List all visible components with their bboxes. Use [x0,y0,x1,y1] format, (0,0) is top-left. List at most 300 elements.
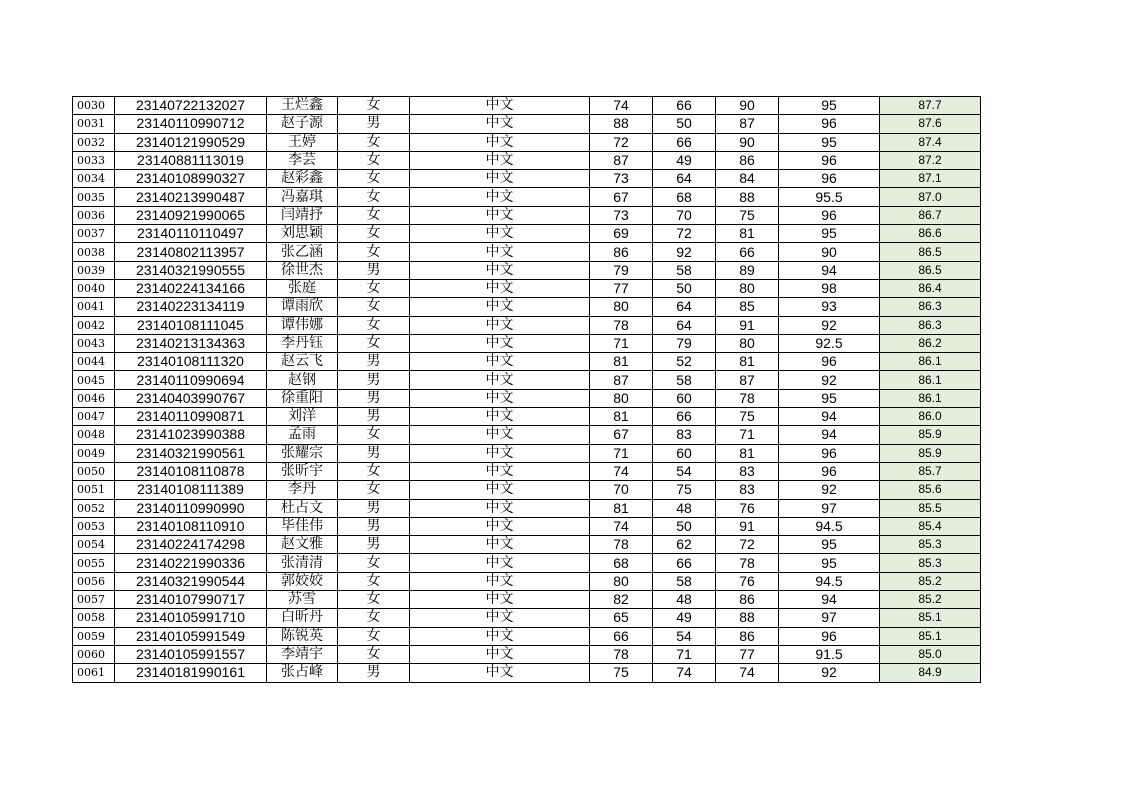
table-row [73,188,981,206]
score-2-cell: 58 [653,371,716,389]
language-cell: 中文 [410,554,590,572]
exam-id-cell: 23140110990712 [115,115,267,133]
total-score-cell: 85.4 [880,517,981,535]
exam-id-cell: 23140881113019 [115,151,267,169]
score-1-cell: 78 [590,645,653,663]
name-cell: 李丹钰 [267,334,338,352]
score-2-cell: 54 [653,462,716,480]
seq-cell: 0047 [73,408,115,426]
score-4-cell: 92 [779,371,880,389]
score-2-cell: 48 [653,499,716,517]
name-cell: 李靖宇 [267,645,338,663]
score-3-cell: 86 [716,151,779,169]
name-cell: 谭雨欣 [267,298,338,316]
score-4-cell: 95 [779,554,880,572]
score-4-cell: 96 [779,115,880,133]
score-2-cell: 50 [653,517,716,535]
score-2-cell: 64 [653,170,716,188]
total-score-cell: 86.7 [880,206,981,224]
name-cell: 赵文雅 [267,536,338,554]
score-1-cell: 67 [590,188,653,206]
gender-cell: 女 [338,645,410,663]
score-1-cell: 78 [590,536,653,554]
seq-cell: 0061 [73,664,115,682]
table-row [73,225,981,243]
name-cell: 白昕丹 [267,609,338,627]
score-1-cell: 72 [590,133,653,151]
exam-id-cell: 23140223134119 [115,298,267,316]
total-score-cell: 85.9 [880,444,981,462]
total-score-cell: 86.4 [880,279,981,297]
score-2-cell: 58 [653,572,716,590]
exam-id-cell: 23140802113957 [115,243,267,261]
score-1-cell: 79 [590,261,653,279]
gender-cell: 女 [338,316,410,334]
language-cell: 中文 [410,426,590,444]
seq-cell: 0048 [73,426,115,444]
seq-cell: 0032 [73,133,115,151]
score-2-cell: 66 [653,554,716,572]
language-cell: 中文 [410,481,590,499]
score-3-cell: 84 [716,170,779,188]
name-cell: 闫靖抒 [267,206,338,224]
table-row [73,408,981,426]
score-2-cell: 70 [653,206,716,224]
total-score-cell: 86.2 [880,334,981,352]
seq-cell: 0040 [73,279,115,297]
name-cell: 苏雪 [267,591,338,609]
seq-cell: 0060 [73,645,115,663]
total-score-cell: 85.2 [880,591,981,609]
exam-id-cell: 23140108110878 [115,462,267,480]
exam-id-cell: 23141023990388 [115,426,267,444]
score-1-cell: 74 [590,517,653,535]
score-1-cell: 65 [590,609,653,627]
seq-cell: 0046 [73,389,115,407]
score-3-cell: 76 [716,572,779,590]
seq-cell: 0059 [73,627,115,645]
score-3-cell: 66 [716,243,779,261]
seq-cell: 0031 [73,115,115,133]
score-1-cell: 73 [590,170,653,188]
total-score-cell: 86.5 [880,261,981,279]
score-2-cell: 72 [653,225,716,243]
score-4-cell: 93 [779,298,880,316]
total-score-cell: 85.7 [880,462,981,480]
score-4-cell: 95 [779,225,880,243]
seq-cell: 0052 [73,499,115,517]
total-score-cell: 85.1 [880,609,981,627]
gender-cell: 女 [338,609,410,627]
score-3-cell: 75 [716,206,779,224]
exam-id-cell: 23140105991557 [115,645,267,663]
exam-id-cell: 23140213134363 [115,334,267,352]
language-cell: 中文 [410,371,590,389]
score-3-cell: 81 [716,225,779,243]
name-cell: 张昕宇 [267,462,338,480]
table-row [73,664,981,682]
score-2-cell: 83 [653,426,716,444]
language-cell: 中文 [410,279,590,297]
score-4-cell: 92.5 [779,334,880,352]
gender-cell: 男 [338,444,410,462]
score-3-cell: 78 [716,389,779,407]
name-cell: 赵子源 [267,115,338,133]
name-cell: 刘洋 [267,408,338,426]
total-score-cell: 87.6 [880,115,981,133]
seq-cell: 0045 [73,371,115,389]
score-1-cell: 75 [590,664,653,682]
name-cell: 赵云飞 [267,353,338,371]
total-score-cell: 85.3 [880,554,981,572]
score-4-cell: 95.5 [779,188,880,206]
score-3-cell: 86 [716,627,779,645]
seq-cell: 0039 [73,261,115,279]
score-1-cell: 86 [590,243,653,261]
seq-cell: 0034 [73,170,115,188]
score-2-cell: 66 [653,133,716,151]
seq-cell: 0056 [73,572,115,590]
score-2-cell: 54 [653,627,716,645]
score-4-cell: 97 [779,499,880,517]
score-2-cell: 92 [653,243,716,261]
total-score-cell: 86.0 [880,408,981,426]
seq-cell: 0049 [73,444,115,462]
name-cell: 徐世杰 [267,261,338,279]
score-3-cell: 89 [716,261,779,279]
gender-cell: 女 [338,133,410,151]
score-2-cell: 50 [653,115,716,133]
total-score-cell: 86.5 [880,243,981,261]
language-cell: 中文 [410,316,590,334]
score-2-cell: 49 [653,151,716,169]
score-1-cell: 78 [590,316,653,334]
score-3-cell: 81 [716,353,779,371]
exam-id-cell: 23140110990990 [115,499,267,517]
name-cell: 毕佳伟 [267,517,338,535]
gender-cell: 女 [338,188,410,206]
exam-id-cell: 23140110990871 [115,408,267,426]
language-cell: 中文 [410,572,590,590]
language-cell: 中文 [410,462,590,480]
score-1-cell: 74 [590,462,653,480]
score-3-cell: 90 [716,133,779,151]
exam-id-cell: 23140921990065 [115,206,267,224]
table-row [73,298,981,316]
gender-cell: 女 [338,170,410,188]
score-1-cell: 81 [590,353,653,371]
score-4-cell: 92 [779,481,880,499]
total-score-cell: 86.3 [880,298,981,316]
score-2-cell: 71 [653,645,716,663]
table-row [73,261,981,279]
score-2-cell: 50 [653,279,716,297]
table-row [73,243,981,261]
name-cell: 李丹 [267,481,338,499]
score-4-cell: 96 [779,170,880,188]
gender-cell: 女 [338,426,410,444]
score-3-cell: 81 [716,444,779,462]
score-4-cell: 92 [779,664,880,682]
table-row [73,206,981,224]
total-score-cell: 85.2 [880,572,981,590]
table-row [73,353,981,371]
exam-id-cell: 23140107990717 [115,591,267,609]
score-3-cell: 87 [716,371,779,389]
total-score-cell: 85.6 [880,481,981,499]
score-4-cell: 94.5 [779,517,880,535]
score-4-cell: 94.5 [779,572,880,590]
language-cell: 中文 [410,389,590,407]
language-cell: 中文 [410,591,590,609]
gender-cell: 男 [338,499,410,517]
table-row [73,97,981,115]
table-row [73,279,981,297]
exam-id-cell: 23140403990767 [115,389,267,407]
score-3-cell: 83 [716,462,779,480]
score-2-cell: 79 [653,334,716,352]
score-1-cell: 81 [590,499,653,517]
gender-cell: 女 [338,151,410,169]
total-score-cell: 86.1 [880,389,981,407]
table-row [73,554,981,572]
language-cell: 中文 [410,664,590,682]
gender-cell: 女 [338,572,410,590]
gender-cell: 女 [338,627,410,645]
score-1-cell: 71 [590,444,653,462]
total-score-cell: 85.5 [880,499,981,517]
score-1-cell: 81 [590,408,653,426]
gender-cell: 女 [338,225,410,243]
score-4-cell: 96 [779,444,880,462]
table-row [73,499,981,517]
score-2-cell: 58 [653,261,716,279]
score-3-cell: 80 [716,334,779,352]
score-3-cell: 76 [716,499,779,517]
language-cell: 中文 [410,261,590,279]
language-cell: 中文 [410,444,590,462]
score-3-cell: 71 [716,426,779,444]
total-score-cell: 85.0 [880,645,981,663]
name-cell: 张清清 [267,554,338,572]
language-cell: 中文 [410,645,590,663]
table-row [73,389,981,407]
name-cell: 李芸 [267,151,338,169]
score-3-cell: 91 [716,316,779,334]
gender-cell: 男 [338,115,410,133]
exam-id-cell: 23140110110497 [115,225,267,243]
total-score-cell: 86.1 [880,371,981,389]
seq-cell: 0043 [73,334,115,352]
score-3-cell: 90 [716,97,779,115]
score-1-cell: 67 [590,426,653,444]
score-1-cell: 80 [590,572,653,590]
total-score-cell: 87.2 [880,151,981,169]
gender-cell: 男 [338,371,410,389]
table-row [73,316,981,334]
score-3-cell: 88 [716,609,779,627]
language-cell: 中文 [410,225,590,243]
gender-cell: 女 [338,97,410,115]
seq-cell: 0042 [73,316,115,334]
exam-id-cell: 23140110990694 [115,371,267,389]
gender-cell: 男 [338,353,410,371]
name-cell: 张乙涵 [267,243,338,261]
language-cell: 中文 [410,334,590,352]
seq-cell: 0050 [73,462,115,480]
seq-cell: 0037 [73,225,115,243]
seq-cell: 0058 [73,609,115,627]
table-row [73,627,981,645]
score-1-cell: 87 [590,371,653,389]
table-row [73,572,981,590]
table-row [73,536,981,554]
score-4-cell: 96 [779,353,880,371]
table-row [73,426,981,444]
exam-id-cell: 23140105991549 [115,627,267,645]
seq-cell: 0054 [73,536,115,554]
score-3-cell: 77 [716,645,779,663]
gender-cell: 女 [338,243,410,261]
name-cell: 孟雨 [267,426,338,444]
seq-cell: 0036 [73,206,115,224]
total-score-cell: 87.7 [880,97,981,115]
score-1-cell: 73 [590,206,653,224]
exam-id-cell: 23140321990555 [115,261,267,279]
total-score-cell: 86.1 [880,353,981,371]
name-cell: 王婷 [267,133,338,151]
language-cell: 中文 [410,133,590,151]
language-cell: 中文 [410,353,590,371]
table-row [73,151,981,169]
score-2-cell: 60 [653,444,716,462]
total-score-cell: 86.3 [880,316,981,334]
language-cell: 中文 [410,627,590,645]
language-cell: 中文 [410,151,590,169]
language-cell: 中文 [410,170,590,188]
score-1-cell: 87 [590,151,653,169]
score-1-cell: 74 [590,97,653,115]
language-cell: 中文 [410,188,590,206]
score-4-cell: 95 [779,389,880,407]
table-row [73,115,981,133]
score-4-cell: 95 [779,97,880,115]
score-1-cell: 88 [590,115,653,133]
seq-cell: 0035 [73,188,115,206]
score-4-cell: 94 [779,261,880,279]
language-cell: 中文 [410,536,590,554]
seq-cell: 0044 [73,353,115,371]
score-2-cell: 48 [653,591,716,609]
exam-id-cell: 23140224174298 [115,536,267,554]
name-cell: 张占峰 [267,664,338,682]
exam-id-cell: 23140181990161 [115,664,267,682]
table-row [73,517,981,535]
exam-id-cell: 23140121990529 [115,133,267,151]
score-1-cell: 77 [590,279,653,297]
total-score-cell: 86.6 [880,225,981,243]
exam-id-cell: 23140321990561 [115,444,267,462]
gender-cell: 女 [338,279,410,297]
name-cell: 王烂鑫 [267,97,338,115]
language-cell: 中文 [410,115,590,133]
score-4-cell: 96 [779,462,880,480]
score-2-cell: 49 [653,609,716,627]
gender-cell: 男 [338,389,410,407]
name-cell: 徐重阳 [267,389,338,407]
score-2-cell: 74 [653,664,716,682]
score-table [72,96,981,683]
score-4-cell: 94 [779,426,880,444]
gender-cell: 女 [338,206,410,224]
score-2-cell: 60 [653,389,716,407]
score-4-cell: 96 [779,151,880,169]
language-cell: 中文 [410,499,590,517]
score-1-cell: 66 [590,627,653,645]
language-cell: 中文 [410,517,590,535]
language-cell: 中文 [410,298,590,316]
score-4-cell: 98 [779,279,880,297]
total-score-cell: 85.1 [880,627,981,645]
score-1-cell: 80 [590,389,653,407]
name-cell: 刘思颖 [267,225,338,243]
score-3-cell: 87 [716,115,779,133]
name-cell: 陈锐英 [267,627,338,645]
gender-cell: 女 [338,462,410,480]
name-cell: 冯嘉琪 [267,188,338,206]
score-3-cell: 88 [716,188,779,206]
score-2-cell: 64 [653,316,716,334]
gender-cell: 男 [338,536,410,554]
score-3-cell: 80 [716,279,779,297]
name-cell: 郭姣姣 [267,572,338,590]
total-score-cell: 84.9 [880,664,981,682]
gender-cell: 女 [338,298,410,316]
exam-id-cell: 23140108990327 [115,170,267,188]
score-2-cell: 62 [653,536,716,554]
language-cell: 中文 [410,97,590,115]
score-3-cell: 78 [716,554,779,572]
score-4-cell: 90 [779,243,880,261]
score-2-cell: 52 [653,353,716,371]
score-4-cell: 96 [779,627,880,645]
score-3-cell: 83 [716,481,779,499]
language-cell: 中文 [410,408,590,426]
score-2-cell: 66 [653,97,716,115]
exam-id-cell: 23140213990487 [115,188,267,206]
seq-cell: 0055 [73,554,115,572]
name-cell: 杜占文 [267,499,338,517]
score-3-cell: 72 [716,536,779,554]
gender-cell: 女 [338,334,410,352]
score-1-cell: 82 [590,591,653,609]
table-row [73,133,981,151]
seq-cell: 0033 [73,151,115,169]
exam-id-cell: 23140108110910 [115,517,267,535]
gender-cell: 女 [338,591,410,609]
seq-cell: 0038 [73,243,115,261]
table-row [73,481,981,499]
seq-cell: 0041 [73,298,115,316]
gender-cell: 男 [338,408,410,426]
exam-id-cell: 23140108111389 [115,481,267,499]
score-3-cell: 75 [716,408,779,426]
score-4-cell: 97 [779,609,880,627]
score-3-cell: 91 [716,517,779,535]
score-3-cell: 74 [716,664,779,682]
seq-cell: 0030 [73,97,115,115]
table-row [73,609,981,627]
